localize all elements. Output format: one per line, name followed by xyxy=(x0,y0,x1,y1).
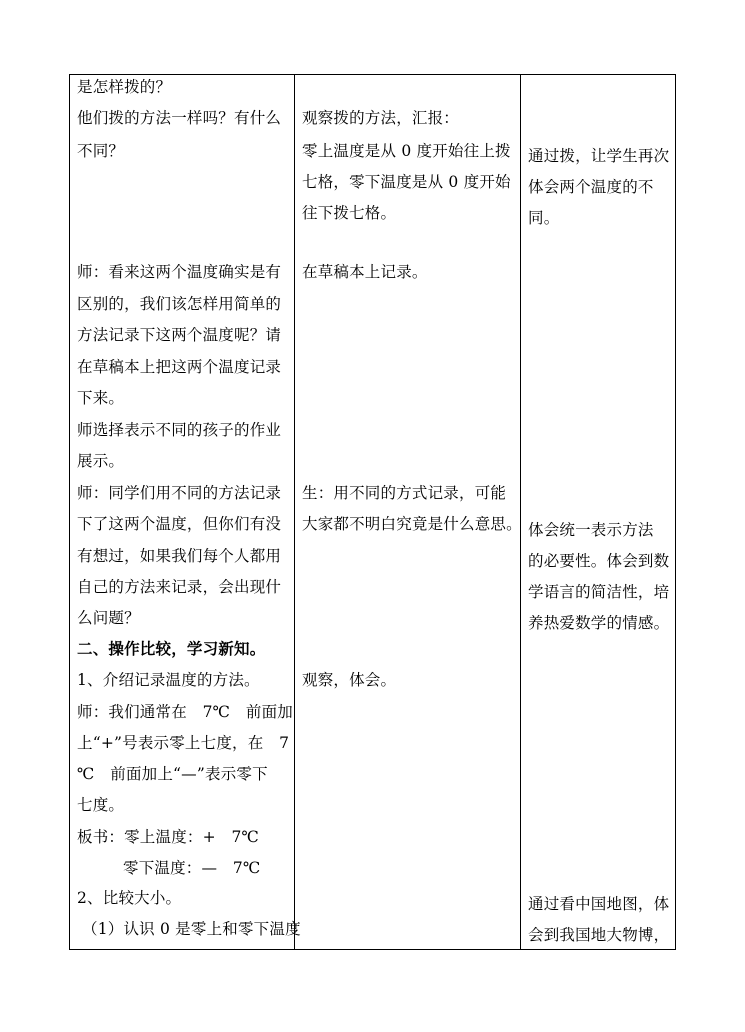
student-text-line: 大家都不明白究竟是什么意思。 xyxy=(302,515,522,533)
student-text-line: 在草稿本上记录。 xyxy=(302,263,428,281)
section-heading: 二、操作比较，学习新知。 xyxy=(77,639,266,658)
teacher-text-line: 师：我们通常在 7℃ 前面加 xyxy=(77,703,294,721)
intent-text-line: 养热爱数学的情感。 xyxy=(528,614,670,632)
teacher-text-line: 2、比较大小。 xyxy=(77,889,182,907)
teacher-text-line: 么问题？ xyxy=(77,609,140,627)
intent-text-line: 会到我国地大物博， xyxy=(528,926,670,944)
teacher-text-line: 方法记录下这两个温度呢？请 xyxy=(77,326,282,344)
teacher-text-line: 不同？ xyxy=(77,142,125,160)
teacher-text-line: 上“+”号表示零上七度，在 7 xyxy=(77,734,290,752)
student-text-line: 观察拨的方法，汇报： xyxy=(302,109,460,127)
student-text-line: 七格，零下温度是从 0 度开始 xyxy=(302,173,511,191)
teacher-text-line: 师：同学们用不同的方法记录 xyxy=(77,484,282,502)
teacher-text-line: 师：看来这两个温度确实是有 xyxy=(77,263,282,281)
teacher-text-line: 下了这两个温度，但你们有没 xyxy=(77,515,282,533)
student-text-line: 观察，体会。 xyxy=(302,671,397,689)
student-text-line: 往下拨七格。 xyxy=(302,204,397,222)
intent-text-line: 同。 xyxy=(528,209,560,227)
lesson-plan-table xyxy=(69,74,676,950)
blackboard-line: 板书：零上温度：+ 7℃ xyxy=(77,828,260,846)
teacher-text-line: 展示。 xyxy=(77,452,125,470)
blackboard-line: 零下温度：— 7℃ xyxy=(123,859,261,877)
teacher-text-line: 是怎样拨的？ xyxy=(77,78,172,96)
teacher-text-line: 自己的方法来记录，会出现什 xyxy=(77,578,282,596)
intent-text-line: 体会两个温度的不 xyxy=(528,178,654,196)
teacher-text-line: （1）认识 0 是零上和零下温度 xyxy=(82,920,301,938)
table-right-border xyxy=(675,74,676,950)
intent-text-line: 学语言的简洁性，培 xyxy=(528,583,670,601)
student-text-line: 生：用不同的方式记录，可能 xyxy=(302,484,507,502)
intent-text-line: 体会统一表示方法 xyxy=(528,521,654,539)
teacher-text-line: 下来。 xyxy=(77,389,125,407)
table-left-border xyxy=(69,74,70,950)
teacher-text-line: 在草稿本上把这两个温度记录 xyxy=(77,358,282,376)
intent-text-line: 的必要性。体会到数 xyxy=(528,552,670,570)
intent-text-line: 通过拨，让学生再次 xyxy=(528,147,670,165)
teacher-text-line: 七度。 xyxy=(77,796,125,814)
teacher-text-line: 他们拨的方法一样吗？有什么 xyxy=(77,109,282,127)
teacher-text-line: 区别的，我们该怎样用简单的 xyxy=(77,295,282,313)
teacher-text-line: 师选择表示不同的孩子的作业 xyxy=(77,421,282,439)
teacher-text-line: 有想过，如果我们每个人都用 xyxy=(77,547,282,565)
table-top-border xyxy=(69,74,676,75)
teacher-text-line: ℃ 前面加上“—”表示零下 xyxy=(77,765,268,783)
column-divider-1 xyxy=(294,74,295,950)
teacher-text-line: 1、介绍记录温度的方法。 xyxy=(77,671,260,689)
table-bottom-border xyxy=(69,949,676,950)
column-divider-2 xyxy=(520,74,521,950)
intent-text-line: 通过看中国地图，体 xyxy=(528,895,670,913)
student-text-line: 零上温度是从 0 度开始往上拨 xyxy=(302,142,511,160)
